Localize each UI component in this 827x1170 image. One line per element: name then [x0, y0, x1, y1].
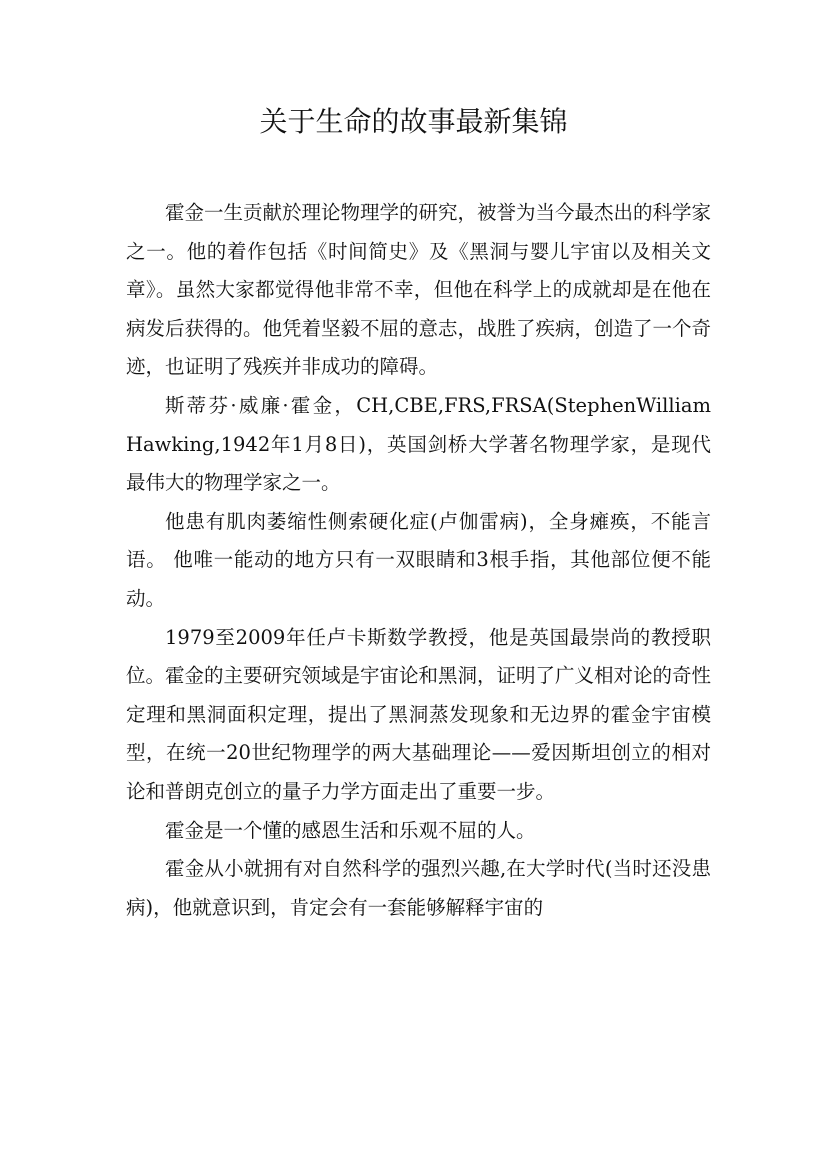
paragraph-3: 他患有肌肉萎缩性侧索硬化症(卢伽雷病)，全身瘫痪，不能言语。 他唯一能动的地方只有一双眼睛和3根手指，其他部位便不能动。 [126, 509, 711, 610]
paragraph-5: 霍金是一个懂的感恩生活和乐观不屈的人。 [165, 818, 536, 842]
document-title: 关于生命的故事最新集锦 [259, 105, 568, 138]
paragraph-1: 霍金一生贡献於理论物理学的研究，被誉为当今最杰出的科学家之一。他的着作包括《时间简史》及《黑洞与婴儿宇宙以及相关文章》。虽然大家都觉得他非常不幸，但他在科学上的成就却是在他在病发后获得的。他凭着坚毅不屈的意志，战胜了疾病，创造了一个奇迹，也证明了残疾并非成功的障碍。 [126, 201, 712, 379]
paragraph-2: 斯蒂芬·威廉·霍金，CH,CBE,FRS,FRSA(StephenWilliam Hawking,1942年1月8日)，英国剑桥大学著名物理学家，是现代最伟大的物理学家之一。 [126, 393, 711, 495]
paragraph-4: 1979至2009年任卢卡斯数学教授，他是英国最崇尚的教授职位。霍金的主要研究领域是宇宙论和黑洞，证明了广义相对论的奇性定理和黑洞面积定理，提出了黑洞蒸发现象和无边界的霍金宇宙模型，在统一20世纪物理学的两大基础理论——爱因斯坦创立的相对论和普朗克创立的量子力学方面走出了重要一步。 [126, 625, 712, 803]
document-body [126, 194, 711, 927]
paragraph-6: 霍金从小就拥有对自然科学的强烈兴趣,在大学时代(当时还没患病)，他就意识到，肯定会有一套能够解释宇宙的 [126, 857, 711, 919]
